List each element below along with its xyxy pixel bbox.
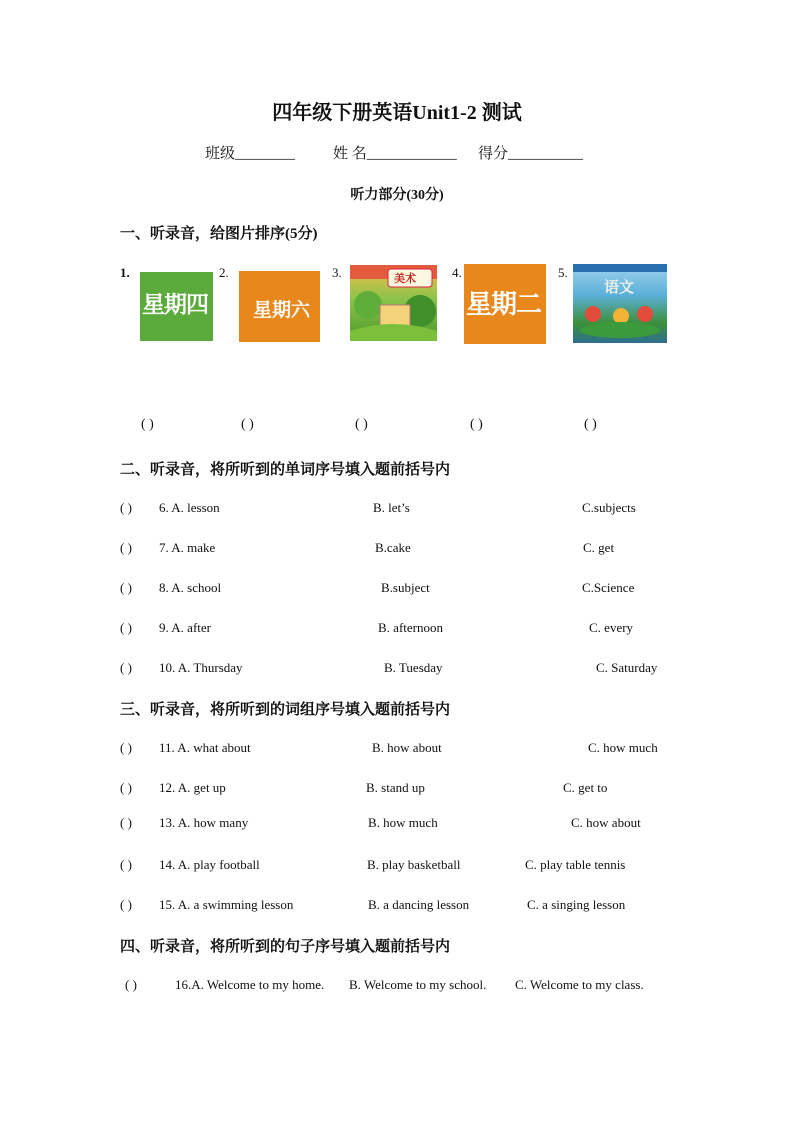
q9-paren[interactable]: ( ) — [120, 620, 132, 635]
picture-chinese-book-text: 语文 — [604, 278, 635, 296]
q8-option-c: C.Science — [582, 580, 635, 595]
q7-paren[interactable]: ( ) — [120, 540, 132, 555]
answer-paren-3[interactable]: ( ) — [355, 417, 368, 432]
picture-chinese-book — [573, 264, 667, 343]
q15-option-b: B. a dancing lesson — [368, 897, 470, 912]
q14-paren[interactable]: ( ) — [120, 857, 132, 872]
class-field[interactable]: 班级________ — [205, 146, 296, 162]
q10-option-a: 10. A. Thursday — [159, 660, 243, 675]
section3-heading: 三、听录音，将所听到的词组序号填入题前括号内 — [120, 702, 451, 718]
q9-option-a: 9. A. after — [159, 620, 211, 635]
q16-paren[interactable]: ( ) — [125, 977, 137, 992]
q15-paren[interactable]: ( ) — [120, 897, 132, 912]
q6-paren[interactable]: ( ) — [120, 500, 132, 515]
q6-option-a: 6. A. lesson — [159, 500, 220, 515]
listening-part-label: 听力部分(30分) — [350, 188, 444, 203]
q13-option-c: C. how about — [571, 815, 641, 830]
q7-option-b: B.cake — [375, 540, 411, 555]
picture-saturday-text: 星期六 — [253, 299, 311, 321]
pic-num-1: 1. — [120, 265, 130, 280]
answer-paren-2[interactable]: ( ) — [241, 417, 254, 432]
pic-num-2: 2. — [219, 265, 229, 280]
q9-option-c: C. every — [589, 620, 634, 635]
q7-option-c: C. get — [583, 540, 615, 555]
picture-thursday — [140, 272, 213, 341]
q6-option-b: B. let’s — [373, 500, 410, 515]
q12-option-b: B. stand up — [366, 780, 425, 795]
q15-option-a: 15. A. a swimming lesson — [159, 897, 294, 912]
q14-option-a: 14. A. play football — [159, 857, 260, 872]
q6-option-c: C.subjects — [582, 500, 636, 515]
q10-option-b: B. Tuesday — [384, 660, 443, 675]
q12-option-a: 12. A. get up — [159, 780, 226, 795]
q14-option-c: C. play table tennis — [525, 857, 626, 872]
q11-option-a: 11. A. what about — [159, 740, 251, 755]
q14-option-b: B. play basketball — [367, 857, 461, 872]
pic-num-4: 4. — [452, 265, 462, 280]
q8-paren[interactable]: ( ) — [120, 580, 132, 595]
q11-option-c: C. how much — [588, 740, 658, 755]
answer-paren-5[interactable]: ( ) — [584, 417, 597, 432]
answer-paren-1[interactable]: ( ) — [141, 417, 154, 432]
q8-option-a: 8. A. school — [159, 580, 222, 595]
q13-option-b: B. how much — [368, 815, 438, 830]
picture-tuesday-text: 星期二 — [466, 290, 542, 320]
section2-heading: 二、听录音，将所听到的单词序号填入题前括号内 — [120, 462, 451, 478]
section4-heading: 四、听录音，将所听到的句子序号填入题前括号内 — [120, 939, 451, 955]
pic-num-3: 3. — [332, 265, 342, 280]
name-field[interactable]: 姓 名____________ — [333, 146, 457, 162]
pic-num-5: 5. — [558, 265, 568, 280]
q7-option-a: 7. A. make — [159, 540, 216, 555]
q16-option-a: 16.A. Welcome to my home. — [175, 977, 325, 992]
picture-saturday — [239, 271, 320, 342]
q15-option-c: C. a singing lesson — [527, 897, 626, 912]
q16-option-b: B. Welcome to my school. — [349, 977, 487, 992]
section1-heading: 一、听录音，给图片排序(5分) — [120, 226, 318, 242]
q9-option-b: B. afternoon — [378, 620, 443, 635]
picture-art-book — [350, 265, 437, 341]
picture-tuesday — [464, 264, 546, 344]
q11-paren[interactable]: ( ) — [120, 740, 132, 755]
picture-thursday-text: 星期四 — [142, 292, 208, 318]
q13-paren[interactable]: ( ) — [120, 815, 132, 830]
picture-art-book-text: 美术 — [394, 272, 416, 285]
q11-option-b: B. how about — [372, 740, 442, 755]
page-title: 四年级下册英语Unit1-2 测试 — [272, 102, 522, 124]
q10-paren[interactable]: ( ) — [120, 660, 132, 675]
q16-option-c: C. Welcome to my class. — [515, 977, 644, 992]
q12-paren[interactable]: ( ) — [120, 780, 132, 795]
q13-option-a: 13. A. how many — [159, 815, 249, 830]
answer-paren-4[interactable]: ( ) — [470, 417, 483, 432]
score-field[interactable]: 得分__________ — [478, 146, 584, 162]
q10-option-c: C. Saturday — [596, 660, 658, 675]
q8-option-b: B.subject — [381, 580, 430, 595]
q12-option-c: C. get to — [563, 780, 608, 795]
